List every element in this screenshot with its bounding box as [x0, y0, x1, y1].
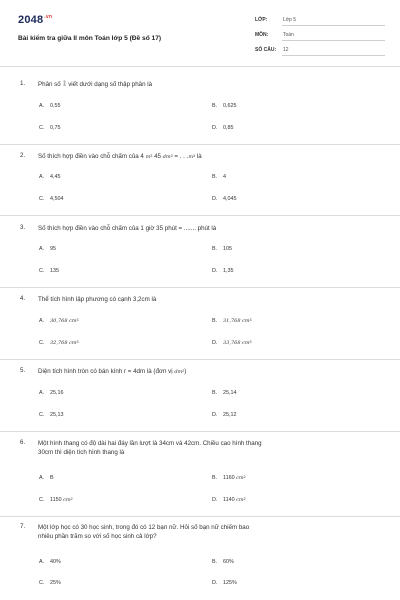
option-value: 135 — [50, 268, 59, 274]
option-value: 4,045 — [223, 196, 237, 202]
option-value: 95 — [50, 246, 56, 252]
option-value: 0,625 — [223, 103, 237, 109]
option-c[interactable] — [39, 580, 61, 586]
question-text: Thể tích hình lập phương có cạnh 3,2cm là — [38, 296, 157, 303]
meta-class-label: LỚP: — [255, 17, 268, 23]
logo-suffix: .vn — [44, 14, 53, 20]
option-value: 1160 — [223, 475, 235, 481]
option-b[interactable] — [212, 318, 252, 324]
option-letter: C. — [39, 580, 45, 586]
option-value: 4 — [223, 174, 226, 180]
option-letter: A. — [39, 559, 45, 565]
option-letter: A. — [39, 475, 45, 481]
option-value: 31,768 — [223, 318, 241, 324]
option-value: B — [50, 475, 54, 481]
question-divider — [0, 144, 400, 145]
option-unit: cm — [69, 318, 77, 324]
option-letter: B. — [212, 246, 218, 252]
option-d[interactable] — [212, 580, 237, 586]
unit-exponent: 3 — [193, 154, 196, 158]
question-number: 7. — [20, 523, 26, 530]
option-b[interactable] — [212, 246, 232, 252]
option-value: 1150 — [50, 497, 62, 503]
option-value: 0,75 — [50, 125, 61, 131]
option-value: 60% — [223, 559, 234, 565]
option-value: 33,768 — [223, 340, 241, 346]
question-text — [38, 367, 378, 377]
option-b[interactable] — [212, 390, 237, 396]
question-text-part: viết dưới dạng số thập phân là — [68, 81, 153, 88]
question-divider — [0, 431, 400, 432]
option-letter: B. — [212, 475, 218, 481]
question-divider — [0, 516, 400, 517]
option-unit: cm — [236, 475, 244, 481]
question-text-part: Diện tích hình tròn có bán kính r = 4dm là (đơn vị — [38, 368, 173, 375]
question-divider — [0, 215, 400, 216]
question-text — [38, 152, 378, 162]
unit-exponent: 2 — [243, 497, 246, 501]
unit-m: m — [188, 154, 194, 160]
option-d[interactable] — [212, 412, 237, 418]
option-a[interactable] — [39, 559, 61, 565]
fraction-denominator: 8 — [63, 83, 66, 88]
option-letter: C. — [39, 340, 45, 346]
unit-m: m — [145, 154, 151, 160]
meta-class-value: Lớp 5 — [283, 17, 297, 23]
option-value: 4,504 — [50, 196, 64, 202]
question-text-part: ) — [184, 368, 187, 375]
option-a[interactable] — [39, 103, 61, 109]
option-unit: cm — [63, 497, 71, 503]
option-letter: D. — [212, 196, 218, 202]
option-value: 40% — [50, 559, 61, 565]
fraction — [63, 81, 65, 88]
option-letter: B. — [212, 559, 218, 565]
question-number: 2. — [20, 152, 26, 159]
option-d[interactable] — [212, 125, 234, 131]
option-d[interactable] — [212, 196, 237, 202]
unit-exponent: 3 — [249, 318, 252, 322]
fraction-numerator: 5 — [63, 79, 66, 84]
unit-exponent: 2 — [182, 369, 185, 373]
unit-exponent: 3 — [170, 154, 173, 158]
option-letter: B. — [212, 174, 218, 180]
question-number: 4. — [20, 295, 26, 302]
option-letter: A. — [39, 174, 45, 180]
unit-exponent: 3 — [76, 340, 79, 344]
option-d[interactable] — [212, 340, 252, 346]
option-d[interactable] — [212, 268, 234, 274]
question-text-part: Phân số — [38, 81, 61, 88]
unit-dm: dm — [162, 154, 171, 160]
option-value: 25,16 — [50, 390, 64, 396]
option-letter: D. — [212, 412, 218, 418]
option-value: 1,35 — [223, 268, 234, 274]
option-a[interactable] — [39, 390, 64, 396]
option-value: 30,768 — [50, 318, 68, 324]
question-text-part: Số thích hợp điền vào chỗ chấm của 4 — [38, 153, 144, 160]
option-c[interactable] — [39, 125, 61, 131]
option-c[interactable] — [39, 340, 79, 346]
option-letter: C. — [39, 412, 45, 418]
question-text — [38, 80, 378, 89]
option-value: 25,12 — [223, 412, 237, 418]
unit-dm: dm — [174, 369, 183, 375]
option-letter: C. — [39, 196, 45, 202]
option-b[interactable] — [212, 174, 226, 180]
question-divider — [0, 359, 400, 360]
unit-exponent: 2 — [70, 497, 73, 501]
question-text — [38, 439, 378, 457]
option-letter: A. — [39, 103, 45, 109]
unit-exponent: 3 — [76, 318, 79, 322]
option-letter: C. — [39, 497, 45, 503]
option-letter: B. — [212, 318, 218, 324]
meta-count-value: 12 — [283, 47, 289, 53]
option-letter: D. — [212, 580, 218, 586]
meta-line — [282, 40, 385, 41]
header-divider — [0, 66, 400, 67]
option-letter: D. — [212, 268, 218, 274]
option-value: 105 — [223, 246, 232, 252]
option-c[interactable] — [39, 497, 73, 503]
option-value: 25,14 — [223, 390, 237, 396]
question-text-part: 45 — [154, 153, 161, 160]
option-value: 32,768 — [50, 340, 68, 346]
option-value: 0,85 — [223, 125, 234, 131]
unit-exponent: 2 — [243, 475, 246, 479]
question-text-line: 30cm thì diện tích hình thang là — [38, 449, 125, 456]
meta-subject-label: MÔN: — [255, 32, 269, 38]
logo-text: 2048 — [18, 14, 44, 26]
question-number: 1. — [20, 80, 26, 87]
question-text-part: là — [196, 153, 202, 160]
question-text-line: Một hình thang có độ dài hai đáy lần lượt là 34cm và 42cm. Chiều cao hình thang — [38, 440, 262, 447]
question-divider — [0, 287, 400, 288]
exam-title: Bài kiểm tra giữa II môn Toán lớp 5 (Đề số 17) — [18, 35, 162, 42]
option-unit: cm — [242, 340, 250, 346]
meta-subject-value: Toán — [283, 32, 294, 38]
exam-header — [0, 0, 400, 64]
meta-line — [282, 25, 385, 26]
option-unit: cm — [236, 497, 244, 503]
option-letter: B. — [212, 390, 218, 396]
question-number: 5. — [20, 367, 26, 374]
option-letter: A. — [39, 246, 45, 252]
option-b[interactable] — [212, 103, 237, 109]
option-letter: D. — [212, 340, 218, 346]
option-d[interactable] — [212, 497, 246, 503]
question-text-line: nhiêu phần trăm so với số học sinh cả lớp? — [38, 533, 157, 540]
option-letter: C. — [39, 268, 45, 274]
option-a[interactable] — [39, 475, 54, 481]
question-text-part: = . . . — [174, 153, 189, 160]
option-unit: cm — [69, 340, 77, 346]
question-text: Số thích hợp điền vào chỗ chấm của 1 giờ 35 phút = ....... phút là — [38, 225, 217, 232]
meta-line — [282, 55, 385, 56]
option-value: 25% — [50, 580, 61, 586]
option-a[interactable] — [39, 318, 79, 324]
unit-exponent: 3 — [249, 340, 252, 344]
option-value: 0,55 — [50, 103, 61, 109]
option-letter: A. — [39, 390, 45, 396]
meta-count-label: SỐ CÂU: — [255, 47, 277, 53]
question-number: 6. — [20, 439, 26, 446]
question-text-line: Một lớp học có 30 học sinh, trong đó có 12 bạn nữ. Hỏi số bạn nữ chiếm bao — [38, 524, 250, 531]
option-letter: A. — [39, 318, 45, 324]
question-number: 3. — [20, 224, 26, 231]
option-a[interactable] — [39, 246, 56, 252]
option-c[interactable] — [39, 268, 59, 274]
option-c[interactable] — [39, 196, 64, 202]
question-text — [38, 523, 378, 541]
site-logo[interactable] — [18, 14, 52, 26]
option-letter: D. — [212, 125, 218, 131]
option-value: 4,45 — [50, 174, 61, 180]
option-unit: cm — [242, 318, 250, 324]
option-value: 1140 — [223, 497, 235, 503]
option-letter: D. — [212, 497, 218, 503]
option-letter: B. — [212, 103, 218, 109]
option-value: 25,13 — [50, 412, 64, 418]
option-c[interactable] — [39, 412, 64, 418]
unit-exponent: 3 — [150, 154, 153, 158]
option-value: 125% — [223, 580, 237, 586]
option-a[interactable] — [39, 174, 61, 180]
option-b[interactable] — [212, 559, 234, 565]
option-b[interactable] — [212, 475, 246, 481]
option-letter: C. — [39, 125, 45, 131]
